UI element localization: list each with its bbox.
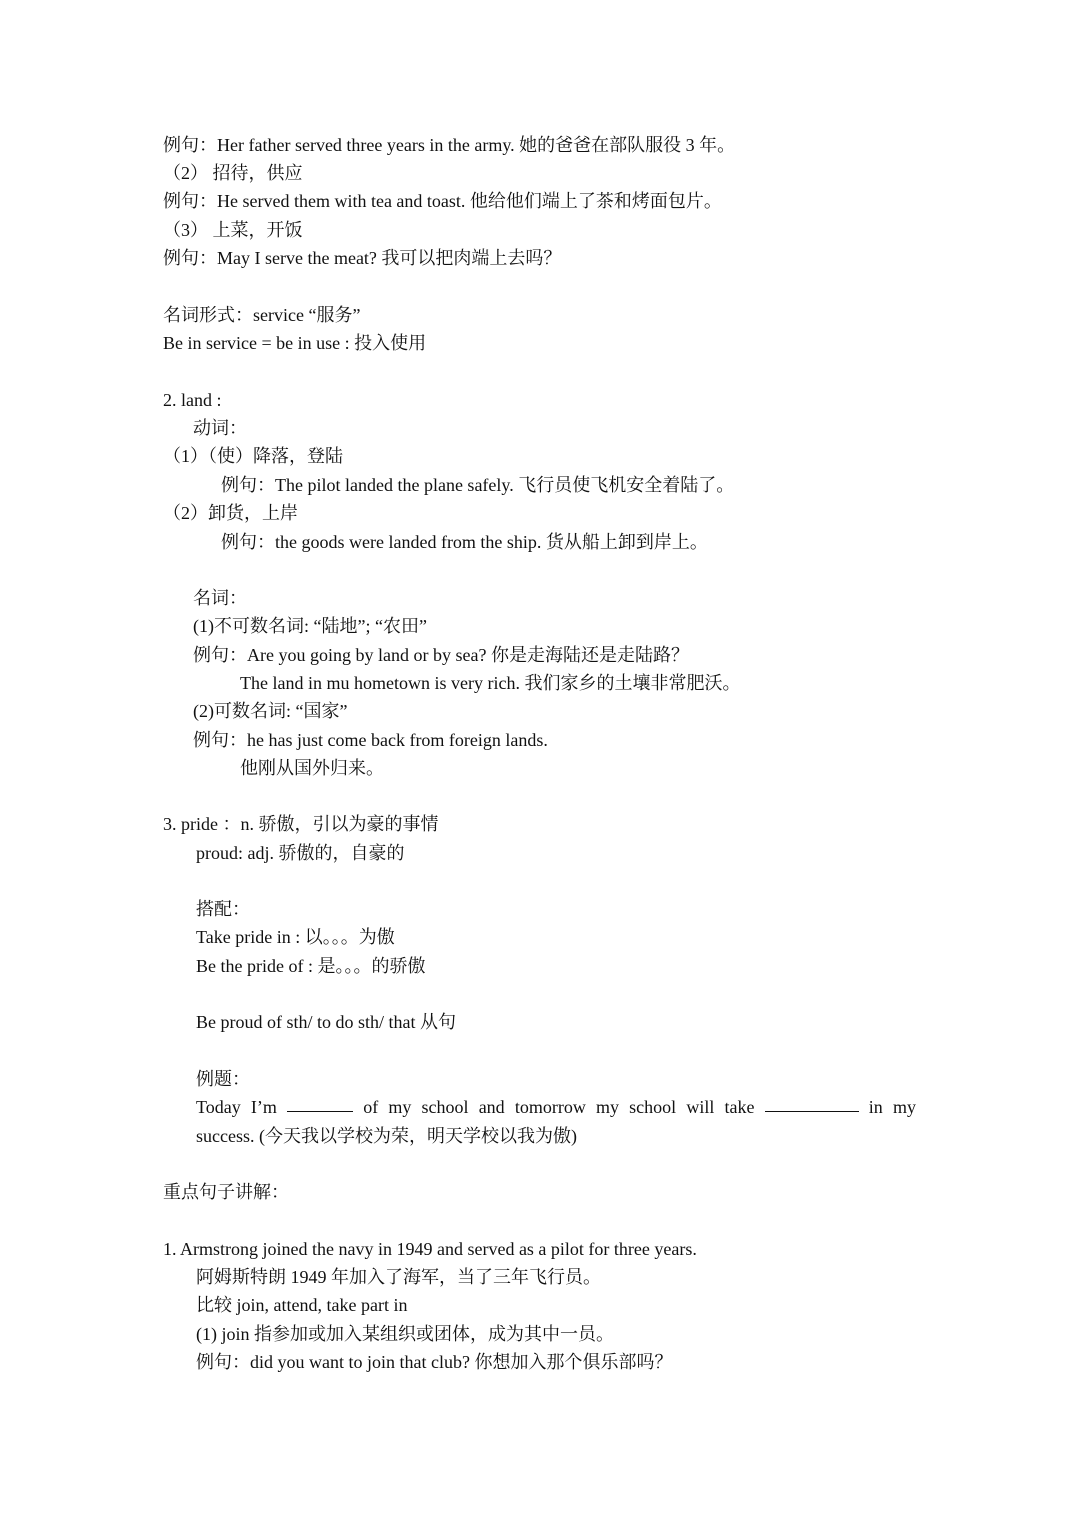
land-noun-1-example-2: The land in mu hometown is very rich. 我们家乡的土壤非常肥沃。	[240, 673, 741, 693]
key-sentence-1: 1. Armstrong joined the navy in 1949 and served as a pilot for three years.	[163, 1239, 697, 1259]
exercise-word: tomorrow	[514, 1097, 586, 1117]
serve-sense-2: （2） 招待，供应	[163, 163, 303, 183]
key-sentence-1-translation: 阿姆斯特朗 1949 年加入了海军，当了三年飞行员。	[196, 1267, 601, 1287]
exercise-word: will	[686, 1097, 715, 1117]
land-example-1: 例句：The pilot landed the plane safely. 飞行员使飞机安全着陆了。	[221, 475, 735, 495]
serve-example-2: 例句：He served them with tea and toast. 他给他们端上了茶和烤面包片。	[163, 191, 722, 211]
land-noun-1: (1)不可数名词: “陆地”; “农田”	[193, 616, 427, 636]
land-noun-2: (2)可数名词: “国家”	[193, 701, 348, 721]
serve-phrase: Be in service = be in use : 投入使用	[163, 333, 427, 353]
exercise-word: school	[421, 1097, 469, 1117]
exercise-sentence-line-1	[196, 1095, 916, 1119]
join-example: 例句：did you want to join that club? 你想加入那个俱乐部吗？	[196, 1352, 673, 1372]
compare-line: 比较 join, attend, take part in	[196, 1295, 408, 1315]
serve-sense-3: （3） 上菜，开饭	[163, 220, 303, 240]
land-sense-1: （1）（使）降落，登陆	[163, 446, 343, 466]
join-definition: (1) join 指参加或加入某组织或团体，成为其中一员。	[196, 1324, 614, 1344]
exercise-blank-2[interactable]	[765, 1095, 859, 1112]
land-sense-2: （2）卸货，上岸	[163, 503, 298, 523]
pride-heading: 3. pride ：n. 骄傲，引以为豪的事情	[163, 814, 439, 834]
serve-example-3: 例句：May I serve the meat? 我可以把肉端上去吗？	[163, 248, 562, 268]
be-the-pride-of: Be the pride of : 是。。。的骄傲	[196, 956, 426, 976]
land-noun-label: 名词：	[193, 588, 247, 608]
exercise-word: of	[363, 1097, 379, 1117]
proud-definition: proud: adj. 骄傲的，自豪的	[196, 843, 405, 863]
exercise-word: my	[388, 1097, 412, 1117]
land-noun-1-example-1: 例句：Are you going by land or by sea? 你是走海陆还是走陆路？	[193, 645, 689, 665]
land-example-2: 例句：the goods were landed from the ship. 货从船上卸到岸上。	[221, 532, 708, 552]
exercise-label: 例题：	[196, 1069, 250, 1089]
serve-example-1: 例句：Her father served three years in the army. 她的爸爸在部队服役 3 年。	[163, 135, 736, 155]
land-noun-2-example: 例句：he has just come back from foreign lands.	[193, 730, 548, 750]
land-noun-2-example-translation: 他刚从国外归来。	[240, 758, 384, 778]
exercise-word: take	[724, 1097, 755, 1117]
exercise-word: school	[629, 1097, 677, 1117]
exercise-blank-1[interactable]	[287, 1095, 353, 1112]
exercise-sentence-line-2: success. (今天我以学校为荣，明天学校以我为傲)	[196, 1126, 577, 1146]
exercise-word: and	[478, 1097, 505, 1117]
land-verb-label: 动词：	[193, 418, 247, 438]
exercise-word: my	[892, 1097, 916, 1117]
exercise-word: Today	[196, 1097, 241, 1117]
exercise-word: in	[868, 1097, 883, 1117]
exercise-word: my	[596, 1097, 620, 1117]
key-sentences-heading: 重点句子讲解：	[163, 1182, 289, 1202]
be-proud-of: Be proud of sth/ to do sth/ that 从句	[196, 1012, 456, 1032]
collocation-label: 搭配：	[196, 899, 250, 919]
exercise-word: I’m	[250, 1097, 277, 1117]
take-pride-in: Take pride in : 以。。。为傲	[196, 927, 395, 947]
serve-noun-form: 名词形式：service “服务”	[163, 305, 361, 325]
land-heading: 2. land :	[163, 390, 222, 410]
